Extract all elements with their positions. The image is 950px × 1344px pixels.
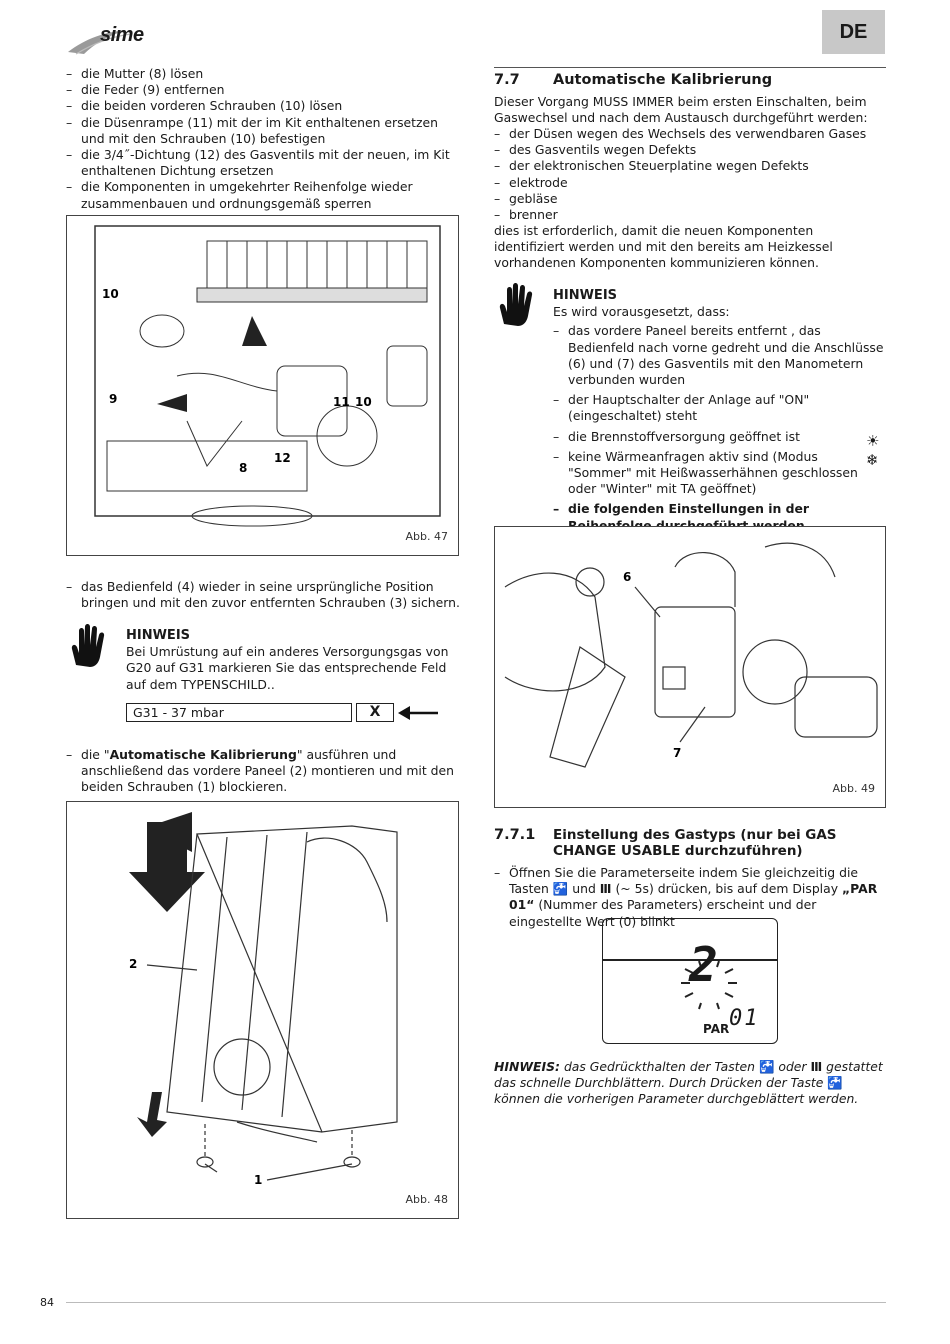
callout-label: 10: [355, 395, 372, 409]
text-part: die ": [81, 747, 110, 762]
parameter-value: 2: [689, 937, 718, 993]
gas-type-field: G31 - 37 mbar: [126, 703, 352, 722]
list-item: – die beiden vorderen Schrauben (10) lösen: [66, 98, 460, 114]
arrow-left-icon: [398, 704, 440, 722]
radiator-icon: Ⅲ: [599, 881, 612, 897]
note-prerequisites: [553, 288, 886, 534]
list-item: – die 3/4˝-Dichtung (12) des Gasventils mit der neuen, im Kit enthaltenen Dichtung ersetzen: [66, 147, 460, 179]
lcd-display: [602, 918, 778, 1044]
prerequisite-list: [553, 323, 886, 533]
text-part: (~ 5s) drücken, bis auf dem Display: [615, 881, 839, 897]
callout-label: 6: [623, 570, 632, 584]
note-title: HINWEIS: [553, 288, 618, 303]
list-item: – keine Wärmeanfragen aktiv sind (Modus "Sommer" mit Heißwasserhähnen geschlossen oder "Winter" mit TA geöffnet): [553, 449, 886, 498]
tap-icon: 🚰: [552, 881, 569, 897]
text-part: können die vorherigen Parameter durchgeblättert werden.: [494, 1091, 859, 1107]
list-item: – der Hauptschalter der Anlage auf "ON" (eingeschaltet) steht: [553, 392, 886, 424]
scroll-hint: [494, 1059, 886, 1108]
section-number: 7.7.1: [494, 827, 536, 843]
page-number: 84: [40, 1296, 54, 1309]
gas-valve-drawing: [495, 527, 887, 809]
brand-logo: sime: [100, 24, 144, 46]
calibration-step: [66, 747, 460, 796]
list-item: – elektrode: [494, 175, 886, 191]
text-part: Öffnen Sie die Parameterseite indem Sie gleichzeitig die Tasten: [509, 865, 859, 897]
callout-label: 2: [129, 957, 138, 971]
text-part: " ausführen und anschließend das vordere Paneel (2) montieren und mit den beiden Schrauben (1) blockieren.: [81, 747, 454, 795]
note-gas-change: [126, 628, 460, 693]
callout-label: 8: [239, 461, 248, 475]
figure-caption: Abb. 48: [405, 1192, 448, 1206]
figure-caption: Abb. 47: [405, 529, 448, 543]
front-panel-drawing: [67, 802, 460, 1220]
parameter-number: 01: [729, 1006, 760, 1031]
callout-label: 7: [673, 746, 682, 760]
list-item: – des Gasventils wegen Defekts: [494, 142, 886, 158]
list-item: [66, 747, 460, 796]
figure-47: [66, 215, 459, 556]
section-number: 7.7: [494, 72, 520, 88]
sun-icon: ☀: [866, 432, 880, 450]
list-item: – das vordere Paneel bereits entfernt , das Bedienfeld nach vorne gedreht und die Anschlüsse (6) und (7) des Gasventils mit den Manometern verbunden wurden: [553, 323, 886, 388]
list-item: – die folgenden Einstellungen in der: [553, 501, 886, 533]
tap-icon: 🚰: [827, 1075, 843, 1091]
gas-type-checkbox: X: [356, 703, 394, 722]
hint-label: HINWEIS:: [494, 1059, 560, 1074]
text-part: das Gedrückthalten der Tasten: [563, 1059, 756, 1074]
callout-label: 10: [102, 287, 119, 301]
list-item: – die Komponenten in umgekehrter Reihenfolge wieder zusammenbauen und ordnungsgemäß sperren: [66, 179, 460, 211]
note-lead: Es wird vorausgesetzt, dass:: [553, 304, 730, 320]
calibration-reasons: [494, 126, 886, 223]
tap-icon: 🚰: [758, 1059, 775, 1074]
language-tab: DE: [822, 10, 885, 54]
callout-label: 11: [333, 395, 350, 409]
hand-warning-icon: [66, 621, 112, 671]
figure-49: [494, 526, 886, 808]
calibration-link-text: Automatische Kalibrierung: [109, 747, 297, 762]
text-part: (Nummer des Parameters) erscheint und der eingestellte Wert (0) blinkt: [509, 897, 817, 929]
calibration-explanation: dies ist erforderlich, damit die neuen Komponenten identifiziert werden und mit den bereits am Heizkessel vorhandenen Komponenten kommunizieren können.: [494, 223, 833, 271]
note-text: Bei Umrüstung auf ein anderes Versorgungsgas von G20 auf G31 markieren Sie das entsprechende Feld auf dem TYPENSCHILD..: [126, 644, 449, 692]
list-item: – die Brennstoffversorgung geöffnet ist: [553, 429, 886, 445]
figure-caption: Abb. 49: [832, 781, 875, 795]
section-title: Automatische Kalibrierung: [553, 72, 773, 88]
note-title: HINWEIS: [126, 628, 191, 643]
list-item: – die Mutter (8) lösen: [66, 66, 460, 82]
footer-rule: [66, 1302, 886, 1303]
section-title: Einstellung des Gastyps (nur bei GAS CHANGE USABLE durchzuführen): [553, 827, 837, 859]
panel-step: [66, 579, 460, 611]
hand-warning-icon: [494, 280, 540, 330]
disassembly-steps: [66, 66, 460, 212]
list-item: – der elektronischen Steuerplatine wegen Defekts: [494, 158, 886, 174]
boiler-internals-drawing: [67, 216, 460, 557]
text-part: oder: [778, 1059, 807, 1074]
figure-48: [66, 801, 459, 1219]
callout-label: 12: [274, 451, 291, 465]
list-item: – die Düsenrampe (11) mit der im Kit enthaltenen ersetzen und mit den Schrauben (10) befestigen: [66, 115, 460, 147]
text-part: und: [572, 881, 596, 897]
list-item: – die Feder (9) entfernen: [66, 82, 460, 98]
calibration-intro: Dieser Vorgang MUSS IMMER beim ersten Einschalten, beim Gaswechsel und nach dem Austausch durchgeführt werden:: [494, 94, 868, 126]
text-part: „PAR 01“: [509, 881, 878, 913]
text-part: gestattet das schnelle Durchblättern. Durch Drücken der Taste: [494, 1059, 883, 1091]
callout-label: 9: [109, 392, 118, 406]
snowflake-icon: ❄: [866, 451, 879, 469]
list-item: – gebläse: [494, 191, 886, 207]
section-rule: [494, 67, 886, 68]
list-item: – brenner: [494, 207, 886, 223]
par-label: PAR: [703, 1022, 730, 1036]
radiator-icon: Ⅲ: [810, 1059, 823, 1074]
list-item: – das Bedienfeld (4) wieder in seine ursprüngliche Position bringen und mit den zuvor entfernten Schrauben (3) sichern.: [66, 579, 460, 611]
callout-label: 1: [254, 1173, 263, 1187]
list-item: – der Düsen wegen des Wechsels des verwendbaren Gases: [494, 126, 886, 142]
